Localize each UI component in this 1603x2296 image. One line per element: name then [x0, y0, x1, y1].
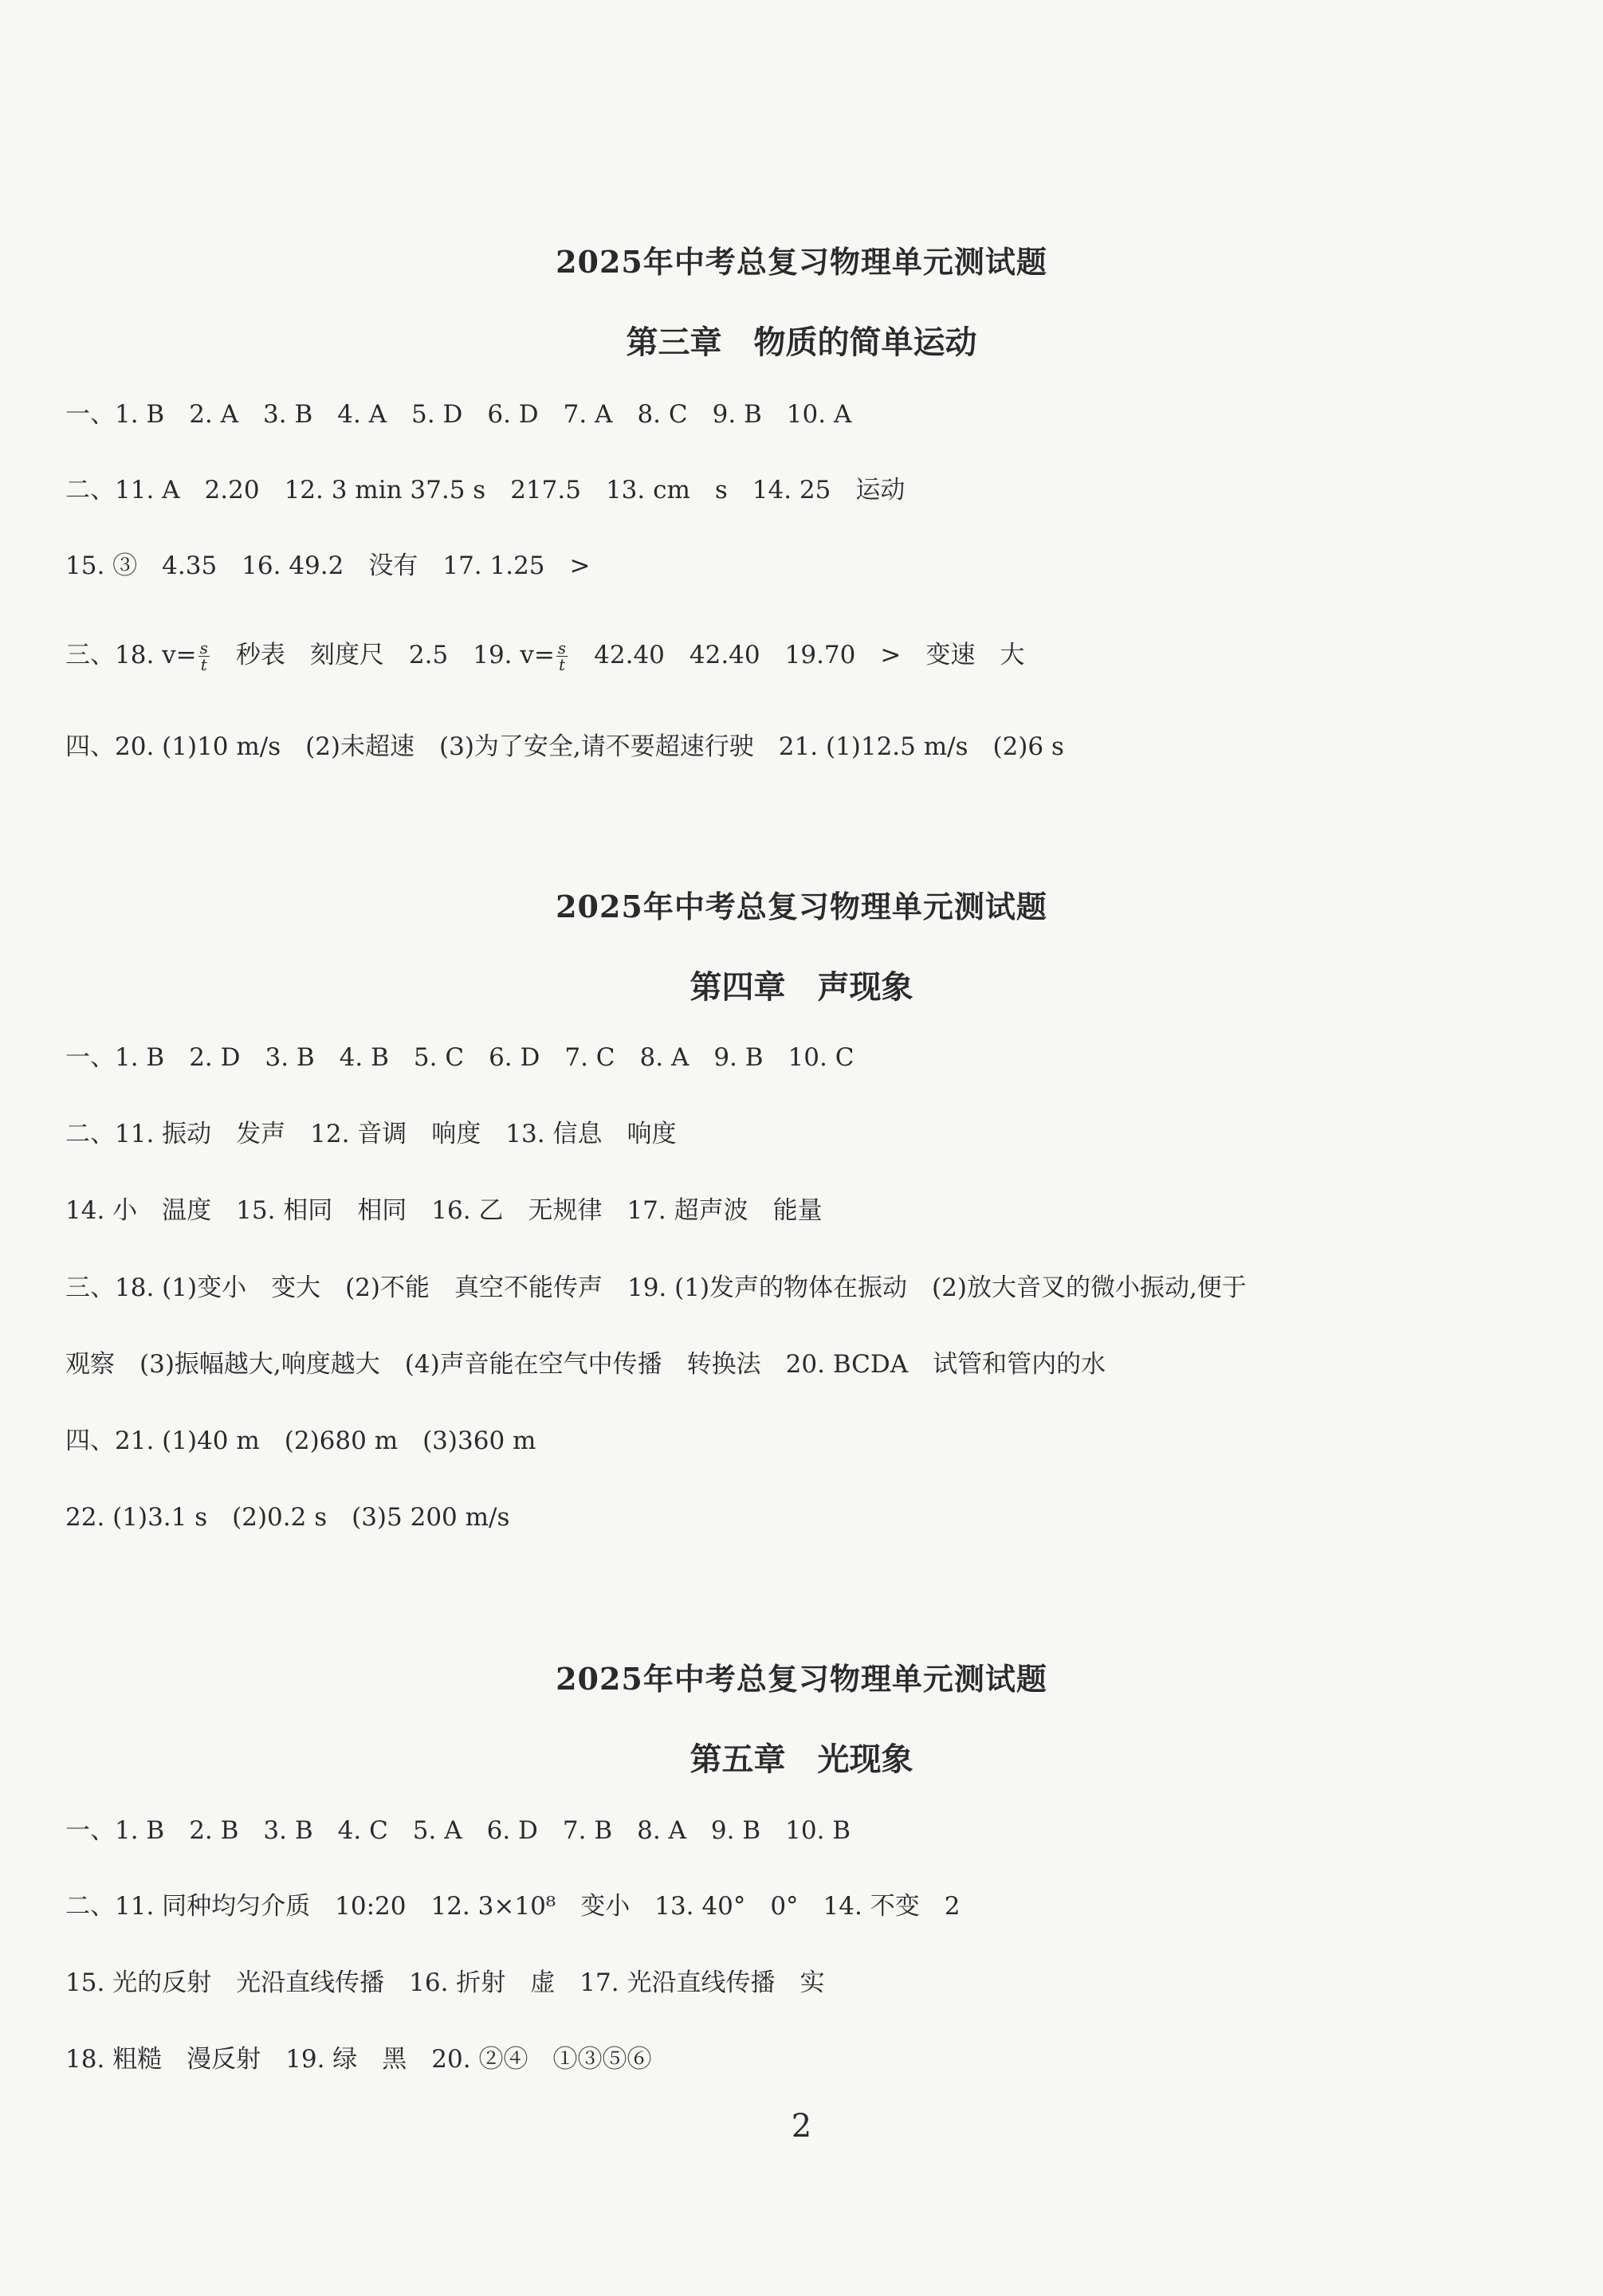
answer-line: 一、1. B 2. D 3. B 4. B 5. C 6. D 7. C 8. A 9. B 10. C [65, 1043, 855, 1072]
section-title: 2025年中考总复习物理单元测试题 [556, 889, 1047, 924]
chapter-heading: 第四章 声现象 [690, 968, 913, 1006]
answer-line: 14. 小 温度 15. 相同 相同 16. 乙 无规律 17. 超声波 能量 [65, 1196, 823, 1225]
fraction [556, 640, 568, 673]
chapter-heading: 第五章 光现象 [690, 1741, 913, 1778]
answer-line: 15. ③ 4.35 16. 49.2 没有 17. 1.25 > [65, 551, 591, 580]
page-number: 2 [791, 2108, 812, 2145]
answer-line: 三、18. (1)变小 变大 (2)不能 真空不能传声 19. (1)发声的物体在振动 (2)放大音叉的微小振动,便于 [65, 1274, 1247, 1302]
section-title: 2025年中考总复习物理单元测试题 [556, 244, 1047, 280]
answer-line: 15. 光的反射 光沿直线传播 16. 折射 虚 17. 光沿直线传播 实 [65, 1968, 825, 1997]
answer-line: 18. 粗糙 漫反射 19. 绿 黑 20. ②④ ①③⑤⑥ [65, 2045, 652, 2074]
formula-rest: 42.40 42.40 19.70 > 变速 大 [594, 641, 1025, 669]
answer-line: 二、11. 同种均匀介质 10:20 12. 3×10⁸ 变小 13. 40° 0° 14. 不变 2 [65, 1892, 961, 1921]
answer-line: 二、11. 振动 发声 12. 音调 响度 13. 信息 响度 [65, 1120, 677, 1148]
formula-middle: 秒表 刻度尺 2.5 19. v= [210, 641, 555, 669]
fraction-denominator: t [558, 655, 566, 674]
fraction-denominator: t [200, 655, 207, 674]
fraction-numerator: s [199, 638, 208, 657]
fraction-numerator: s [557, 638, 567, 657]
answer-line: 一、1. B 2. B 3. B 4. C 5. A 6. D 7. B 8. A 9. B 10. B [65, 1816, 851, 1845]
answer-line: 四、21. (1)40 m (2)680 m (3)360 m [65, 1427, 536, 1455]
answer-line: 一、1. B 2. A 3. B 4. A 5. D 6. D 7. A 8. C 9. B 10. A [65, 400, 852, 429]
formula-prefix: 三、18. v= [65, 641, 197, 669]
answer-line-formula [65, 639, 1024, 673]
answer-line: 观察 (3)振幅越大,响度越大 (4)声音能在空气中传播 转换法 20. BCDA 试管和管内的水 [65, 1350, 1106, 1379]
answer-line: 四、20. (1)10 m/s (2)未超速 (3)为了安全,请不要超速行驶 21. (1)12.5 m/s (2)6 s [65, 732, 1064, 761]
fraction [198, 640, 210, 673]
chapter-heading: 第三章 物质的简单运动 [626, 324, 977, 361]
section-title: 2025年中考总复习物理单元测试题 [556, 1661, 1047, 1697]
answer-line: 22. (1)3.1 s (2)0.2 s (3)5 200 m/s [65, 1503, 510, 1532]
answer-line: 二、11. A 2.20 12. 3 min 37.5 s 217.5 13. cm s 14. 25 运动 [65, 476, 906, 504]
